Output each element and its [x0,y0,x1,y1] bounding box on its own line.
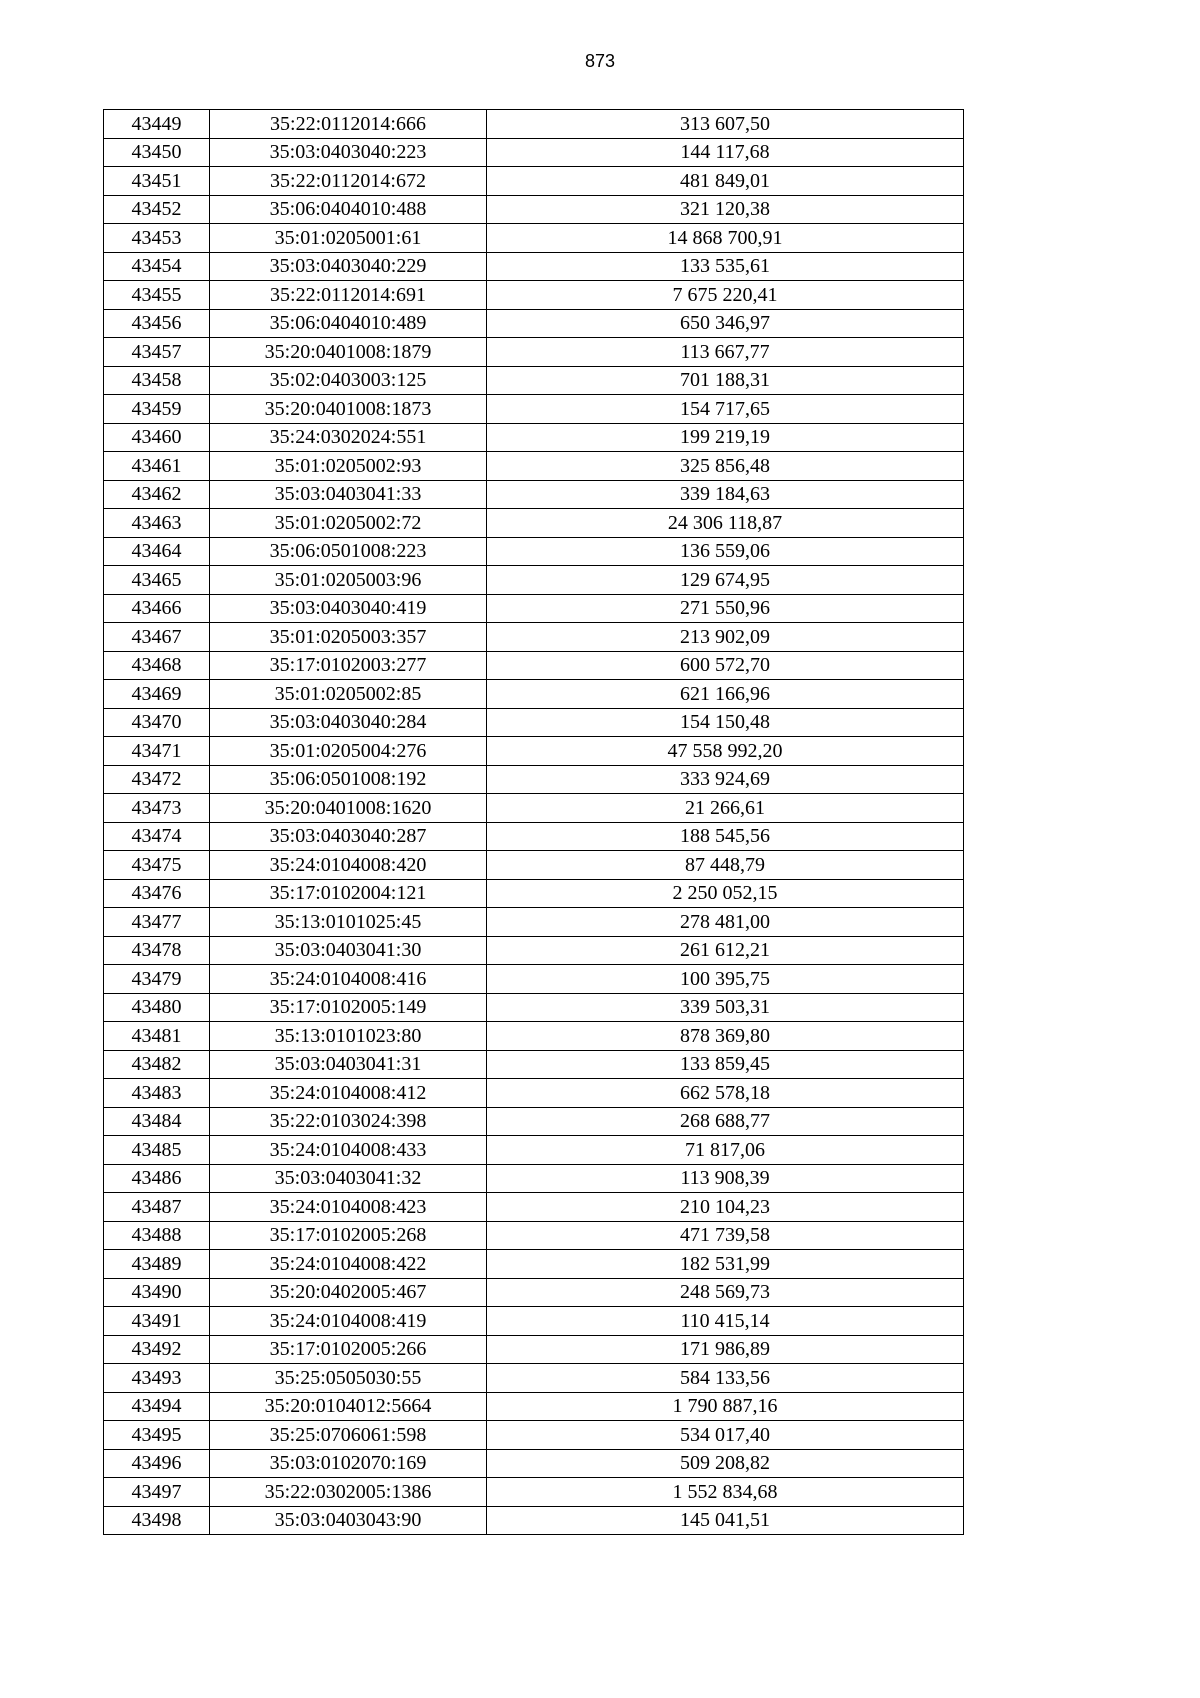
value-cell: 878 369,80 [487,1022,964,1051]
cadastral-number-cell: 35:17:0102005:149 [210,993,487,1022]
cadastral-number-cell: 35:20:0402005:467 [210,1278,487,1307]
table-row [104,1079,964,1108]
cadastral-number-cell: 35:03:0403041:31 [210,1050,487,1079]
value-cell: 21 266,61 [487,794,964,823]
cadastral-number-cell: 35:03:0403041:33 [210,480,487,509]
cadastral-number-cell: 35:03:0403041:30 [210,936,487,965]
value-cell: 650 346,97 [487,309,964,338]
cadastral-number-cell: 35:22:0112014:672 [210,167,487,196]
value-cell: 509 208,82 [487,1449,964,1478]
cadastral-number-cell: 35:13:0101025:45 [210,908,487,937]
cadastral-number-cell: 35:24:0104008:419 [210,1307,487,1336]
table-row [104,1421,964,1450]
row-number-cell: 43472 [104,765,210,794]
value-cell: 278 481,00 [487,908,964,937]
row-number-cell: 43477 [104,908,210,937]
cadastral-number-cell: 35:20:0401008:1620 [210,794,487,823]
value-cell: 2 250 052,15 [487,879,964,908]
table-row [104,765,964,794]
row-number-cell: 43466 [104,594,210,623]
cadastral-number-cell: 35:03:0403040:223 [210,138,487,167]
value-cell: 154 717,65 [487,395,964,424]
cadastral-number-cell: 35:24:0104008:422 [210,1250,487,1279]
cadastral-number-cell: 35:22:0103024:398 [210,1107,487,1136]
table-row [104,623,964,652]
value-cell: 133 535,61 [487,252,964,281]
cadastral-number-cell: 35:03:0102070:169 [210,1449,487,1478]
table-row [104,423,964,452]
table-row [104,851,964,880]
row-number-cell: 43484 [104,1107,210,1136]
page-number: 873 [584,51,616,71]
row-number-cell: 43464 [104,537,210,566]
cadastral-number-cell: 35:03:0403040:419 [210,594,487,623]
table-row [104,110,964,139]
cadastral-number-cell: 35:22:0112014:666 [210,110,487,139]
row-number-cell: 43493 [104,1364,210,1393]
value-cell: 1 790 887,16 [487,1392,964,1421]
table-row [104,936,964,965]
row-number-cell: 43465 [104,566,210,595]
row-number-cell: 43491 [104,1307,210,1336]
table-row [104,366,964,395]
cadastral-number-cell: 35:01:0205002:85 [210,680,487,709]
value-cell: 268 688,77 [487,1107,964,1136]
value-cell: 1 552 834,68 [487,1478,964,1507]
value-cell: 210 104,23 [487,1193,964,1222]
cadastral-number-cell: 35:22:0112014:691 [210,281,487,310]
row-number-cell: 43459 [104,395,210,424]
table-row [104,965,964,994]
value-cell: 71 817,06 [487,1136,964,1165]
row-number-cell: 43455 [104,281,210,310]
value-cell: 144 117,68 [487,138,964,167]
cadastral-number-cell: 35:06:0501008:192 [210,765,487,794]
table-row [104,281,964,310]
table-row [104,252,964,281]
cadastral-number-cell: 35:03:0403040:287 [210,822,487,851]
cadastral-number-cell: 35:22:0302005:1386 [210,1478,487,1507]
cadastral-number-cell: 35:20:0401008:1873 [210,395,487,424]
cadastral-number-cell: 35:17:0102005:266 [210,1335,487,1364]
row-number-cell: 43487 [104,1193,210,1222]
row-number-cell: 43450 [104,138,210,167]
cadastral-number-cell: 35:01:0205002:72 [210,509,487,538]
value-cell: 339 184,63 [487,480,964,509]
table-row [104,1278,964,1307]
table-row [104,1335,964,1364]
table-row [104,138,964,167]
value-cell: 600 572,70 [487,651,964,680]
row-number-cell: 43479 [104,965,210,994]
table-row [104,1449,964,1478]
row-number-cell: 43456 [104,309,210,338]
cadastral-number-cell: 35:01:0205002:93 [210,452,487,481]
table-row [104,1050,964,1079]
value-cell: 701 188,31 [487,366,964,395]
row-number-cell: 43460 [104,423,210,452]
value-cell: 133 859,45 [487,1050,964,1079]
row-number-cell: 43497 [104,1478,210,1507]
cadastral-number-cell: 35:06:0404010:489 [210,309,487,338]
value-cell: 136 559,06 [487,537,964,566]
value-cell: 182 531,99 [487,1250,964,1279]
cadastral-number-cell: 35:03:0403040:229 [210,252,487,281]
value-cell: 621 166,96 [487,680,964,709]
table-row [104,452,964,481]
row-number-cell: 43454 [104,252,210,281]
table-row [104,195,964,224]
value-cell: 7 675 220,41 [487,281,964,310]
cadastral-number-cell: 35:02:0403003:125 [210,366,487,395]
value-cell: 271 550,96 [487,594,964,623]
table-row [104,1478,964,1507]
cadastral-number-cell: 35:06:0501008:223 [210,537,487,566]
table-row [104,680,964,709]
row-number-cell: 43486 [104,1164,210,1193]
row-number-cell: 43483 [104,1079,210,1108]
table-row [104,167,964,196]
row-number-cell: 43474 [104,822,210,851]
row-number-cell: 43485 [104,1136,210,1165]
cadastral-number-cell: 35:20:0104012:5664 [210,1392,487,1421]
table-row [104,1364,964,1393]
cadastral-number-cell: 35:03:0403041:32 [210,1164,487,1193]
row-number-cell: 43452 [104,195,210,224]
cadastral-number-cell: 35:20:0401008:1879 [210,338,487,367]
cadastral-number-cell: 35:24:0302024:551 [210,423,487,452]
value-cell: 481 849,01 [487,167,964,196]
row-number-cell: 43489 [104,1250,210,1279]
value-cell: 213 902,09 [487,623,964,652]
table-row [104,1307,964,1336]
table-row [104,566,964,595]
table-row [104,1193,964,1222]
value-cell: 339 503,31 [487,993,964,1022]
value-cell: 662 578,18 [487,1079,964,1108]
value-cell: 47 558 992,20 [487,737,964,766]
row-number-cell: 43492 [104,1335,210,1364]
row-number-cell: 43453 [104,224,210,253]
table-row [104,1221,964,1250]
value-cell: 188 545,56 [487,822,964,851]
table-row [104,309,964,338]
table-row [104,480,964,509]
value-cell: 313 607,50 [487,110,964,139]
table-row [104,651,964,680]
row-number-cell: 43449 [104,110,210,139]
cadastral-number-cell: 35:03:0403040:284 [210,708,487,737]
row-number-cell: 43498 [104,1506,210,1535]
row-number-cell: 43457 [104,338,210,367]
table-row [104,1136,964,1165]
value-cell: 154 150,48 [487,708,964,737]
cadastral-number-cell: 35:24:0104008:420 [210,851,487,880]
row-number-cell: 43467 [104,623,210,652]
registry-table-body [104,110,964,1535]
row-number-cell: 43478 [104,936,210,965]
table-row [104,594,964,623]
table-row [104,1107,964,1136]
table-row [104,708,964,737]
value-cell: 129 674,95 [487,566,964,595]
cadastral-number-cell: 35:24:0104008:433 [210,1136,487,1165]
table-row [104,1250,964,1279]
cadastral-number-cell: 35:06:0404010:488 [210,195,487,224]
value-cell: 24 306 118,87 [487,509,964,538]
value-cell: 321 120,38 [487,195,964,224]
value-cell: 100 395,75 [487,965,964,994]
cadastral-number-cell: 35:25:0505030:55 [210,1364,487,1393]
row-number-cell: 43476 [104,879,210,908]
cadastral-number-cell: 35:17:0102005:268 [210,1221,487,1250]
row-number-cell: 43482 [104,1050,210,1079]
value-cell: 113 667,77 [487,338,964,367]
table-row [104,1164,964,1193]
row-number-cell: 43468 [104,651,210,680]
row-number-cell: 43462 [104,480,210,509]
table-row [104,395,964,424]
row-number-cell: 43488 [104,1221,210,1250]
row-number-cell: 43463 [104,509,210,538]
row-number-cell: 43469 [104,680,210,709]
value-cell: 110 415,14 [487,1307,964,1336]
table-row [104,1506,964,1535]
table-row [104,537,964,566]
row-number-cell: 43470 [104,708,210,737]
cadastral-number-cell: 35:17:0102004:121 [210,879,487,908]
value-cell: 171 986,89 [487,1335,964,1364]
table-row [104,822,964,851]
row-number-cell: 43480 [104,993,210,1022]
value-cell: 333 924,69 [487,765,964,794]
table-row [104,737,964,766]
row-number-cell: 43490 [104,1278,210,1307]
registry-table [103,109,964,1535]
cadastral-number-cell: 35:24:0104008:423 [210,1193,487,1222]
table-row [104,509,964,538]
table-row [104,1022,964,1051]
cadastral-number-cell: 35:24:0104008:412 [210,1079,487,1108]
value-cell: 325 856,48 [487,452,964,481]
cadastral-number-cell: 35:25:0706061:598 [210,1421,487,1450]
row-number-cell: 43471 [104,737,210,766]
cadastral-number-cell: 35:17:0102003:277 [210,651,487,680]
value-cell: 14 868 700,91 [487,224,964,253]
cadastral-number-cell: 35:01:0205003:96 [210,566,487,595]
value-cell: 113 908,39 [487,1164,964,1193]
table-row [104,908,964,937]
row-number-cell: 43495 [104,1421,210,1450]
table-row [104,993,964,1022]
row-number-cell: 43494 [104,1392,210,1421]
value-cell: 534 017,40 [487,1421,964,1450]
value-cell: 87 448,79 [487,851,964,880]
cadastral-number-cell: 35:03:0403043:90 [210,1506,487,1535]
row-number-cell: 43451 [104,167,210,196]
row-number-cell: 43475 [104,851,210,880]
value-cell: 471 739,58 [487,1221,964,1250]
table-row [104,1392,964,1421]
row-number-cell: 43461 [104,452,210,481]
row-number-cell: 43458 [104,366,210,395]
cadastral-number-cell: 35:24:0104008:416 [210,965,487,994]
cadastral-number-cell: 35:13:0101023:80 [210,1022,487,1051]
value-cell: 248 569,73 [487,1278,964,1307]
value-cell: 261 612,21 [487,936,964,965]
value-cell: 145 041,51 [487,1506,964,1535]
table-row [104,338,964,367]
value-cell: 199 219,19 [487,423,964,452]
cadastral-number-cell: 35:01:0205004:276 [210,737,487,766]
table-row [104,224,964,253]
cadastral-number-cell: 35:01:0205003:357 [210,623,487,652]
row-number-cell: 43481 [104,1022,210,1051]
table-row [104,879,964,908]
row-number-cell: 43496 [104,1449,210,1478]
value-cell: 584 133,56 [487,1364,964,1393]
table-row [104,794,964,823]
row-number-cell: 43473 [104,794,210,823]
cadastral-number-cell: 35:01:0205001:61 [210,224,487,253]
